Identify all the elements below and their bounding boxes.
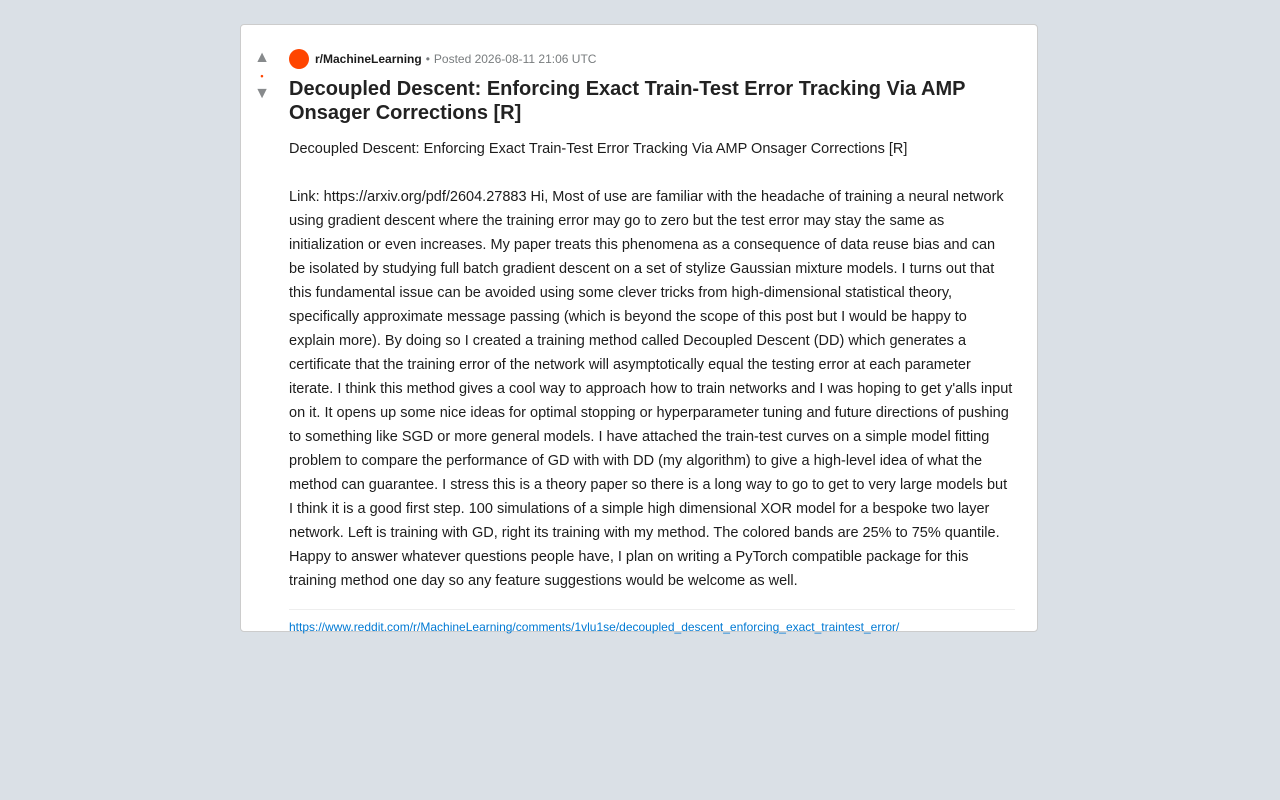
subreddit-icon[interactable]: [289, 49, 309, 69]
meta-separator: •: [425, 52, 430, 66]
post-meta: [289, 49, 1015, 69]
downvote-arrow-icon[interactable]: ▼: [254, 85, 270, 102]
vote-score: •: [260, 71, 264, 81]
divider: [289, 609, 1015, 610]
vote-column: [251, 49, 273, 103]
upvote-arrow-icon[interactable]: ▲: [254, 49, 270, 66]
post-timestamp: Posted 2026-08-11 21:06 UTC: [433, 52, 597, 66]
subreddit-name[interactable]: r/MachineLearning: [315, 52, 422, 66]
post-body-lead: Decoupled Descent: Enforcing Exact Train-Test Error Tracking Via AMP Onsager Corrections [R]: [289, 141, 908, 157]
post-body: [289, 137, 1015, 593]
post-card: [240, 24, 1038, 632]
post-permalink[interactable]: https://www.reddit.com/r/MachineLearning/comments/1vlu1se/decoupled_descent_enforcing_exact_traintest_error/: [289, 620, 900, 634]
post-title[interactable]: Decoupled Descent: Enforcing Exact Train-Test Error Tracking Via AMP Onsager Corrections [R]: [289, 78, 966, 124]
post-content: [289, 49, 1015, 634]
post-body-main: Link: https://arxiv.org/pdf/2604.27883 Hi, Most of use are familiar with the headache of training a neural network using gradient descent where the training error may go to zero but the test error may stay the same as initialization or even increases. My paper treats this phenomena as a consequence of data reuse bias and can be isolated by studying full batch gradient descent on a set of stylize Gaussian mixture models. I turns out that this fundamental issue can be avoided using some clever tricks from high-dimensional statistical theory, specifically approximate message passing (which is beyond the scope of this post but I would be happy to explain more). By doing so I created a training method called Decoupled Descent (DD) which generates a certificate that the training error of the network will asymptotically equal the testing error at each parameter iterate. I think this method gives a cool way to approach how to train networks and I was hoping to get y'alls input on it. It opens up some nice ideas for optimal stopping or hyperparameter tuning and future directions of pushing to something like SGD or more general models. I have attached the train-test curves on a simple model fitting problem to compare the performance of GD with with DD (my algorithm) to give a high-level idea of what the method can guarantee. I stress this is a theory paper so there is a long way to go to get to very large models but I think it is a good first step. 100 simulations of a simple high dimensional XOR model for a bespoke two layer network. Left is training with GD, right its training with my method. The colored bands are 25% to 75% quantile. Happy to answer whatever questions people have, I plan on writing a PyTorch compatible package for this training method one day so any feature suggestions would be welcome as well.: [289, 189, 1013, 589]
